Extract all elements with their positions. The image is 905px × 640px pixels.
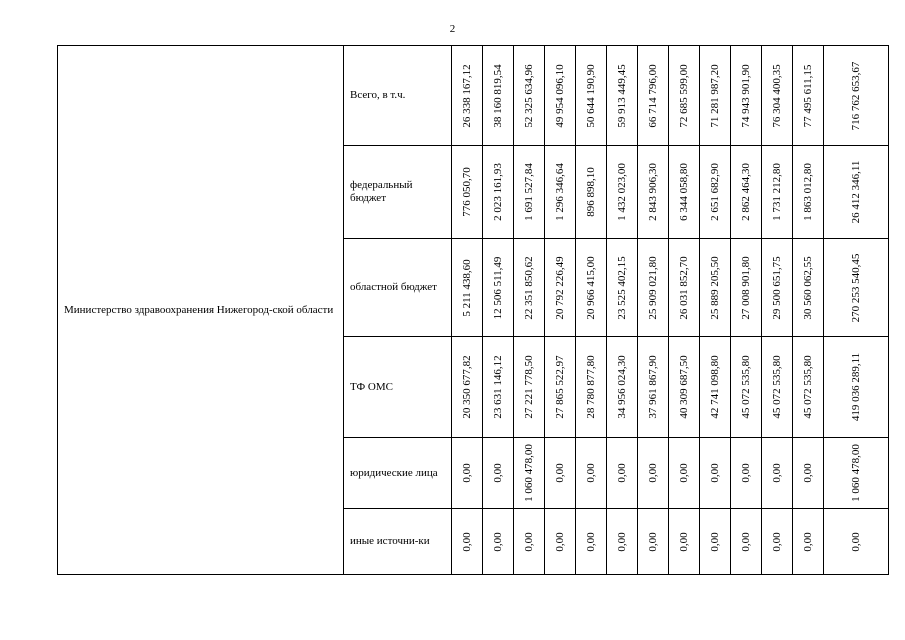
value-cell — [483, 337, 514, 438]
value-cell — [700, 46, 731, 146]
value-cell — [638, 239, 669, 337]
total-text: 1 060 478,00 — [850, 444, 862, 502]
value-text: 74 943 901,90 — [740, 63, 752, 128]
organization-cell: Министерство здравоохранения Нижегород-ской области — [58, 46, 344, 575]
value-text: 1 863 012,80 — [802, 163, 814, 221]
page-number: 2 — [449, 23, 456, 35]
value-cell — [793, 337, 824, 438]
value-cell — [669, 438, 700, 509]
value-text: 1 060 478,00 — [523, 444, 535, 502]
value-cell — [576, 509, 607, 575]
value-cell — [793, 146, 824, 239]
value-text: 71 281 987,20 — [709, 63, 721, 128]
value-text: 37 961 867,90 — [647, 355, 659, 419]
value-text: 59 913 449,45 — [616, 63, 628, 128]
value-text: 2 023 161,93 — [492, 163, 504, 221]
value-cell — [700, 509, 731, 575]
value-text: 45 072 535,80 — [771, 355, 783, 419]
value-text: 0,00 — [709, 463, 721, 483]
funding-source-cell: федеральный бюджет — [344, 146, 452, 239]
value-cell — [638, 46, 669, 146]
value-text: 1 731 212,80 — [771, 163, 783, 221]
value-cell — [514, 509, 545, 575]
value-text: 38 160 819,54 — [492, 63, 504, 128]
value-text: 25 889 205,50 — [709, 255, 721, 320]
value-text: 0,00 — [647, 531, 659, 552]
value-cell — [576, 438, 607, 509]
value-cell — [452, 239, 483, 337]
value-cell — [514, 146, 545, 239]
value-cell — [545, 46, 576, 146]
value-cell — [700, 239, 731, 337]
value-text: 22 351 850,62 — [523, 255, 535, 320]
value-text: 29 500 651,75 — [771, 255, 783, 320]
value-cell — [700, 146, 731, 239]
value-text: 27 221 778,50 — [523, 355, 535, 419]
value-text: 77 495 611,15 — [802, 64, 814, 127]
value-text: 0,00 — [678, 463, 690, 483]
value-cell — [669, 509, 700, 575]
value-text: 34 956 024,30 — [616, 355, 628, 419]
value-text: 0,00 — [554, 531, 566, 552]
value-cell — [483, 146, 514, 239]
value-text: 49 954 096,10 — [554, 63, 566, 128]
total-cell — [824, 239, 889, 337]
value-text: 27 865 522,97 — [554, 355, 566, 419]
value-cell — [452, 337, 483, 438]
value-cell — [793, 509, 824, 575]
value-text: 20 350 677,82 — [461, 355, 473, 419]
value-text: 30 560 062,55 — [802, 255, 814, 320]
funding-source-cell: юридические лица — [344, 438, 452, 509]
value-cell — [669, 239, 700, 337]
value-text: 0,00 — [740, 531, 752, 552]
value-text: 40 309 687,50 — [678, 355, 690, 419]
value-text: 27 008 901,80 — [740, 255, 752, 320]
value-cell — [545, 509, 576, 575]
value-text: 76 304 400,35 — [771, 63, 783, 128]
value-cell — [483, 46, 514, 146]
value-text: 0,00 — [616, 463, 628, 483]
total-cell — [824, 337, 889, 438]
value-text: 26 338 167,12 — [461, 63, 473, 128]
value-cell — [762, 509, 793, 575]
value-cell — [607, 509, 638, 575]
value-cell — [700, 438, 731, 509]
value-text: 0,00 — [523, 531, 535, 552]
value-text: 0,00 — [678, 531, 690, 552]
value-cell — [638, 438, 669, 509]
value-cell — [638, 509, 669, 575]
value-text: 0,00 — [709, 531, 721, 552]
value-cell — [762, 239, 793, 337]
value-text: 66 714 796,00 — [647, 63, 659, 128]
value-text: 0,00 — [492, 463, 504, 483]
value-text: 26 031 852,70 — [678, 255, 690, 320]
value-cell — [638, 146, 669, 239]
value-text: 0,00 — [771, 463, 783, 483]
value-text: 1 296 346,64 — [554, 163, 566, 221]
total-cell — [824, 146, 889, 239]
value-text: 2 862 464,30 — [740, 163, 752, 221]
value-cell — [762, 46, 793, 146]
funding-source-cell: ТФ ОМС — [344, 337, 452, 438]
total-cell — [824, 438, 889, 509]
value-text: 5 211 438,60 — [461, 258, 473, 317]
value-text: 0,00 — [802, 531, 814, 552]
value-cell — [576, 239, 607, 337]
value-cell — [607, 239, 638, 337]
value-cell — [762, 438, 793, 509]
value-cell — [731, 239, 762, 337]
value-text: 2 651 682,90 — [709, 163, 721, 221]
value-cell — [452, 509, 483, 575]
value-text: 776 050,70 — [461, 167, 473, 217]
value-text: 28 780 877,80 — [585, 355, 597, 419]
value-text: 0,00 — [585, 531, 597, 552]
value-text: 0,00 — [585, 463, 597, 483]
value-text: 45 072 535,80 — [802, 355, 814, 419]
value-text: 72 685 599,00 — [678, 63, 690, 128]
value-cell — [731, 337, 762, 438]
budget-table — [57, 45, 889, 575]
value-text: 20 792 226,49 — [554, 255, 566, 320]
value-cell — [607, 438, 638, 509]
value-cell — [607, 46, 638, 146]
value-cell — [762, 146, 793, 239]
table-row — [58, 46, 889, 146]
value-text: 12 506 511,49 — [492, 256, 504, 319]
value-cell — [452, 438, 483, 509]
total-text: 419 036 289,11 — [850, 352, 862, 422]
value-text: 6 344 058,80 — [678, 163, 690, 221]
value-cell — [607, 146, 638, 239]
value-text: 20 966 415,00 — [585, 255, 597, 320]
total-text: 26 412 346,11 — [850, 160, 862, 224]
value-cell — [793, 46, 824, 146]
value-text: 25 909 021,80 — [647, 255, 659, 320]
value-cell — [514, 337, 545, 438]
value-text: 0,00 — [461, 531, 473, 552]
value-text: 0,00 — [771, 531, 783, 552]
value-text: 23 525 402,15 — [616, 255, 628, 320]
value-text: 0,00 — [616, 531, 628, 552]
total-cell — [824, 46, 889, 146]
total-text: 716 762 653,67 — [850, 61, 862, 130]
value-cell — [545, 239, 576, 337]
funding-source-cell: Всего, в т.ч. — [344, 46, 452, 146]
value-text: 896 898,10 — [585, 167, 597, 217]
value-text: 1 691 527,84 — [523, 163, 535, 221]
value-text: 50 644 190,90 — [585, 63, 597, 128]
value-cell — [545, 146, 576, 239]
value-cell — [483, 438, 514, 509]
value-text: 52 325 634,96 — [523, 63, 535, 128]
value-cell — [669, 46, 700, 146]
value-text: 0,00 — [802, 463, 814, 483]
value-cell — [452, 46, 483, 146]
total-cell — [824, 509, 889, 575]
funding-source-cell: областной бюджет — [344, 239, 452, 337]
value-cell — [607, 337, 638, 438]
value-text: 42 741 098,80 — [709, 355, 721, 419]
value-cell — [793, 239, 824, 337]
total-text: 270 253 540,45 — [850, 253, 862, 322]
value-text: 0,00 — [647, 463, 659, 483]
value-cell — [731, 146, 762, 239]
value-cell — [576, 337, 607, 438]
value-cell — [452, 146, 483, 239]
value-text: 0,00 — [554, 463, 566, 483]
value-cell — [514, 438, 545, 509]
value-text: 0,00 — [492, 531, 504, 552]
value-cell — [700, 337, 731, 438]
value-cell — [731, 509, 762, 575]
value-cell — [576, 46, 607, 146]
total-text: 0,00 — [850, 531, 862, 552]
value-cell — [514, 239, 545, 337]
value-cell — [669, 146, 700, 239]
value-cell — [793, 438, 824, 509]
value-text: 1 432 023,00 — [616, 163, 628, 221]
value-cell — [514, 46, 545, 146]
value-cell — [762, 337, 793, 438]
value-cell — [576, 146, 607, 239]
value-text: 0,00 — [740, 463, 752, 483]
value-cell — [483, 509, 514, 575]
value-cell — [731, 46, 762, 146]
value-cell — [545, 438, 576, 509]
value-text: 0,00 — [461, 463, 473, 483]
value-cell — [638, 337, 669, 438]
value-cell — [731, 438, 762, 509]
value-text: 2 843 906,30 — [647, 163, 659, 221]
value-cell — [545, 337, 576, 438]
funding-source-cell: иные источни-ки — [344, 509, 452, 575]
value-text: 45 072 535,80 — [740, 355, 752, 419]
value-cell — [669, 337, 700, 438]
value-text: 23 631 146,12 — [492, 355, 504, 419]
value-cell — [483, 239, 514, 337]
